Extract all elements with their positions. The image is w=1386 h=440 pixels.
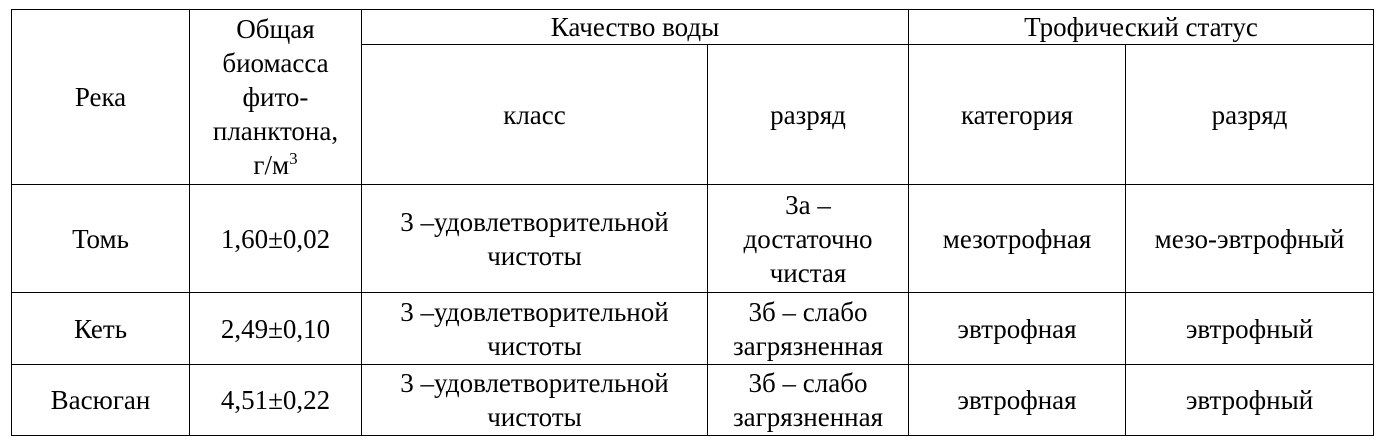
header-row-1 [12, 10, 1374, 45]
header-category: категория [909, 45, 1126, 185]
header-river: Река [12, 10, 190, 185]
header-biomass-line: Общая [236, 14, 315, 44]
category-cell: эвтрофная [909, 365, 1126, 436]
table-row [12, 365, 1374, 436]
header-class: класс [362, 45, 708, 185]
header-trophic-status: Трофический статус [909, 10, 1374, 45]
trophic-rank-cell: эвтрофный [1126, 293, 1374, 365]
river-cell: Томь [12, 185, 190, 293]
class-line: чистоты [487, 330, 582, 361]
rank-line: загрязненная [732, 402, 884, 432]
header-biomass-line: фито- [242, 82, 309, 112]
rank-line: загрязненная [732, 330, 884, 361]
class-cell [362, 365, 708, 436]
category-cell: мезотрофная [909, 185, 1126, 293]
header-biomass-superscript: 3 [289, 149, 298, 168]
rank-line: чистая [769, 257, 847, 288]
class-line: 3 –удовлетворительной [400, 296, 669, 327]
class-line: чистоты [487, 240, 582, 271]
river-cell: Васюган [12, 365, 190, 436]
trophic-rank-cell: мезо-эвтрофный [1126, 185, 1374, 293]
category-cell: эвтрофная [909, 293, 1126, 365]
rank-line: 3б – слабо [748, 368, 868, 398]
rank-line: достаточно [743, 223, 873, 254]
table-row [12, 185, 1374, 293]
header-biomass [190, 10, 362, 185]
class-cell [362, 185, 708, 293]
class-line: чистоты [487, 402, 582, 432]
class-line: 3 –удовлетворительной [400, 368, 669, 398]
header-biomass-unit: г/м [253, 150, 290, 180]
rank-cell [708, 293, 909, 365]
header-rank: разряд [708, 45, 909, 185]
table-row [12, 293, 1374, 365]
biomass-cell: 1,60±0,02 [190, 185, 362, 293]
class-cell [362, 293, 708, 365]
header-biomass-line: биомасса [222, 48, 329, 78]
data-table [11, 9, 1374, 436]
header-biomass-line: планктона, [212, 116, 339, 146]
class-line: 3 –удовлетворительной [400, 206, 669, 237]
header-trophic-rank: разряд [1126, 45, 1374, 185]
biomass-cell: 4,51±0,22 [190, 365, 362, 436]
header-water-quality: Качество воды [362, 10, 909, 45]
rank-cell [708, 185, 909, 293]
rank-cell [708, 365, 909, 436]
river-cell: Кеть [12, 293, 190, 365]
rank-line: 3б – слабо [748, 296, 868, 327]
biomass-cell: 2,49±0,10 [190, 293, 362, 365]
trophic-rank-cell: эвтрофный [1126, 365, 1374, 436]
rank-line: 3а – [785, 189, 831, 220]
